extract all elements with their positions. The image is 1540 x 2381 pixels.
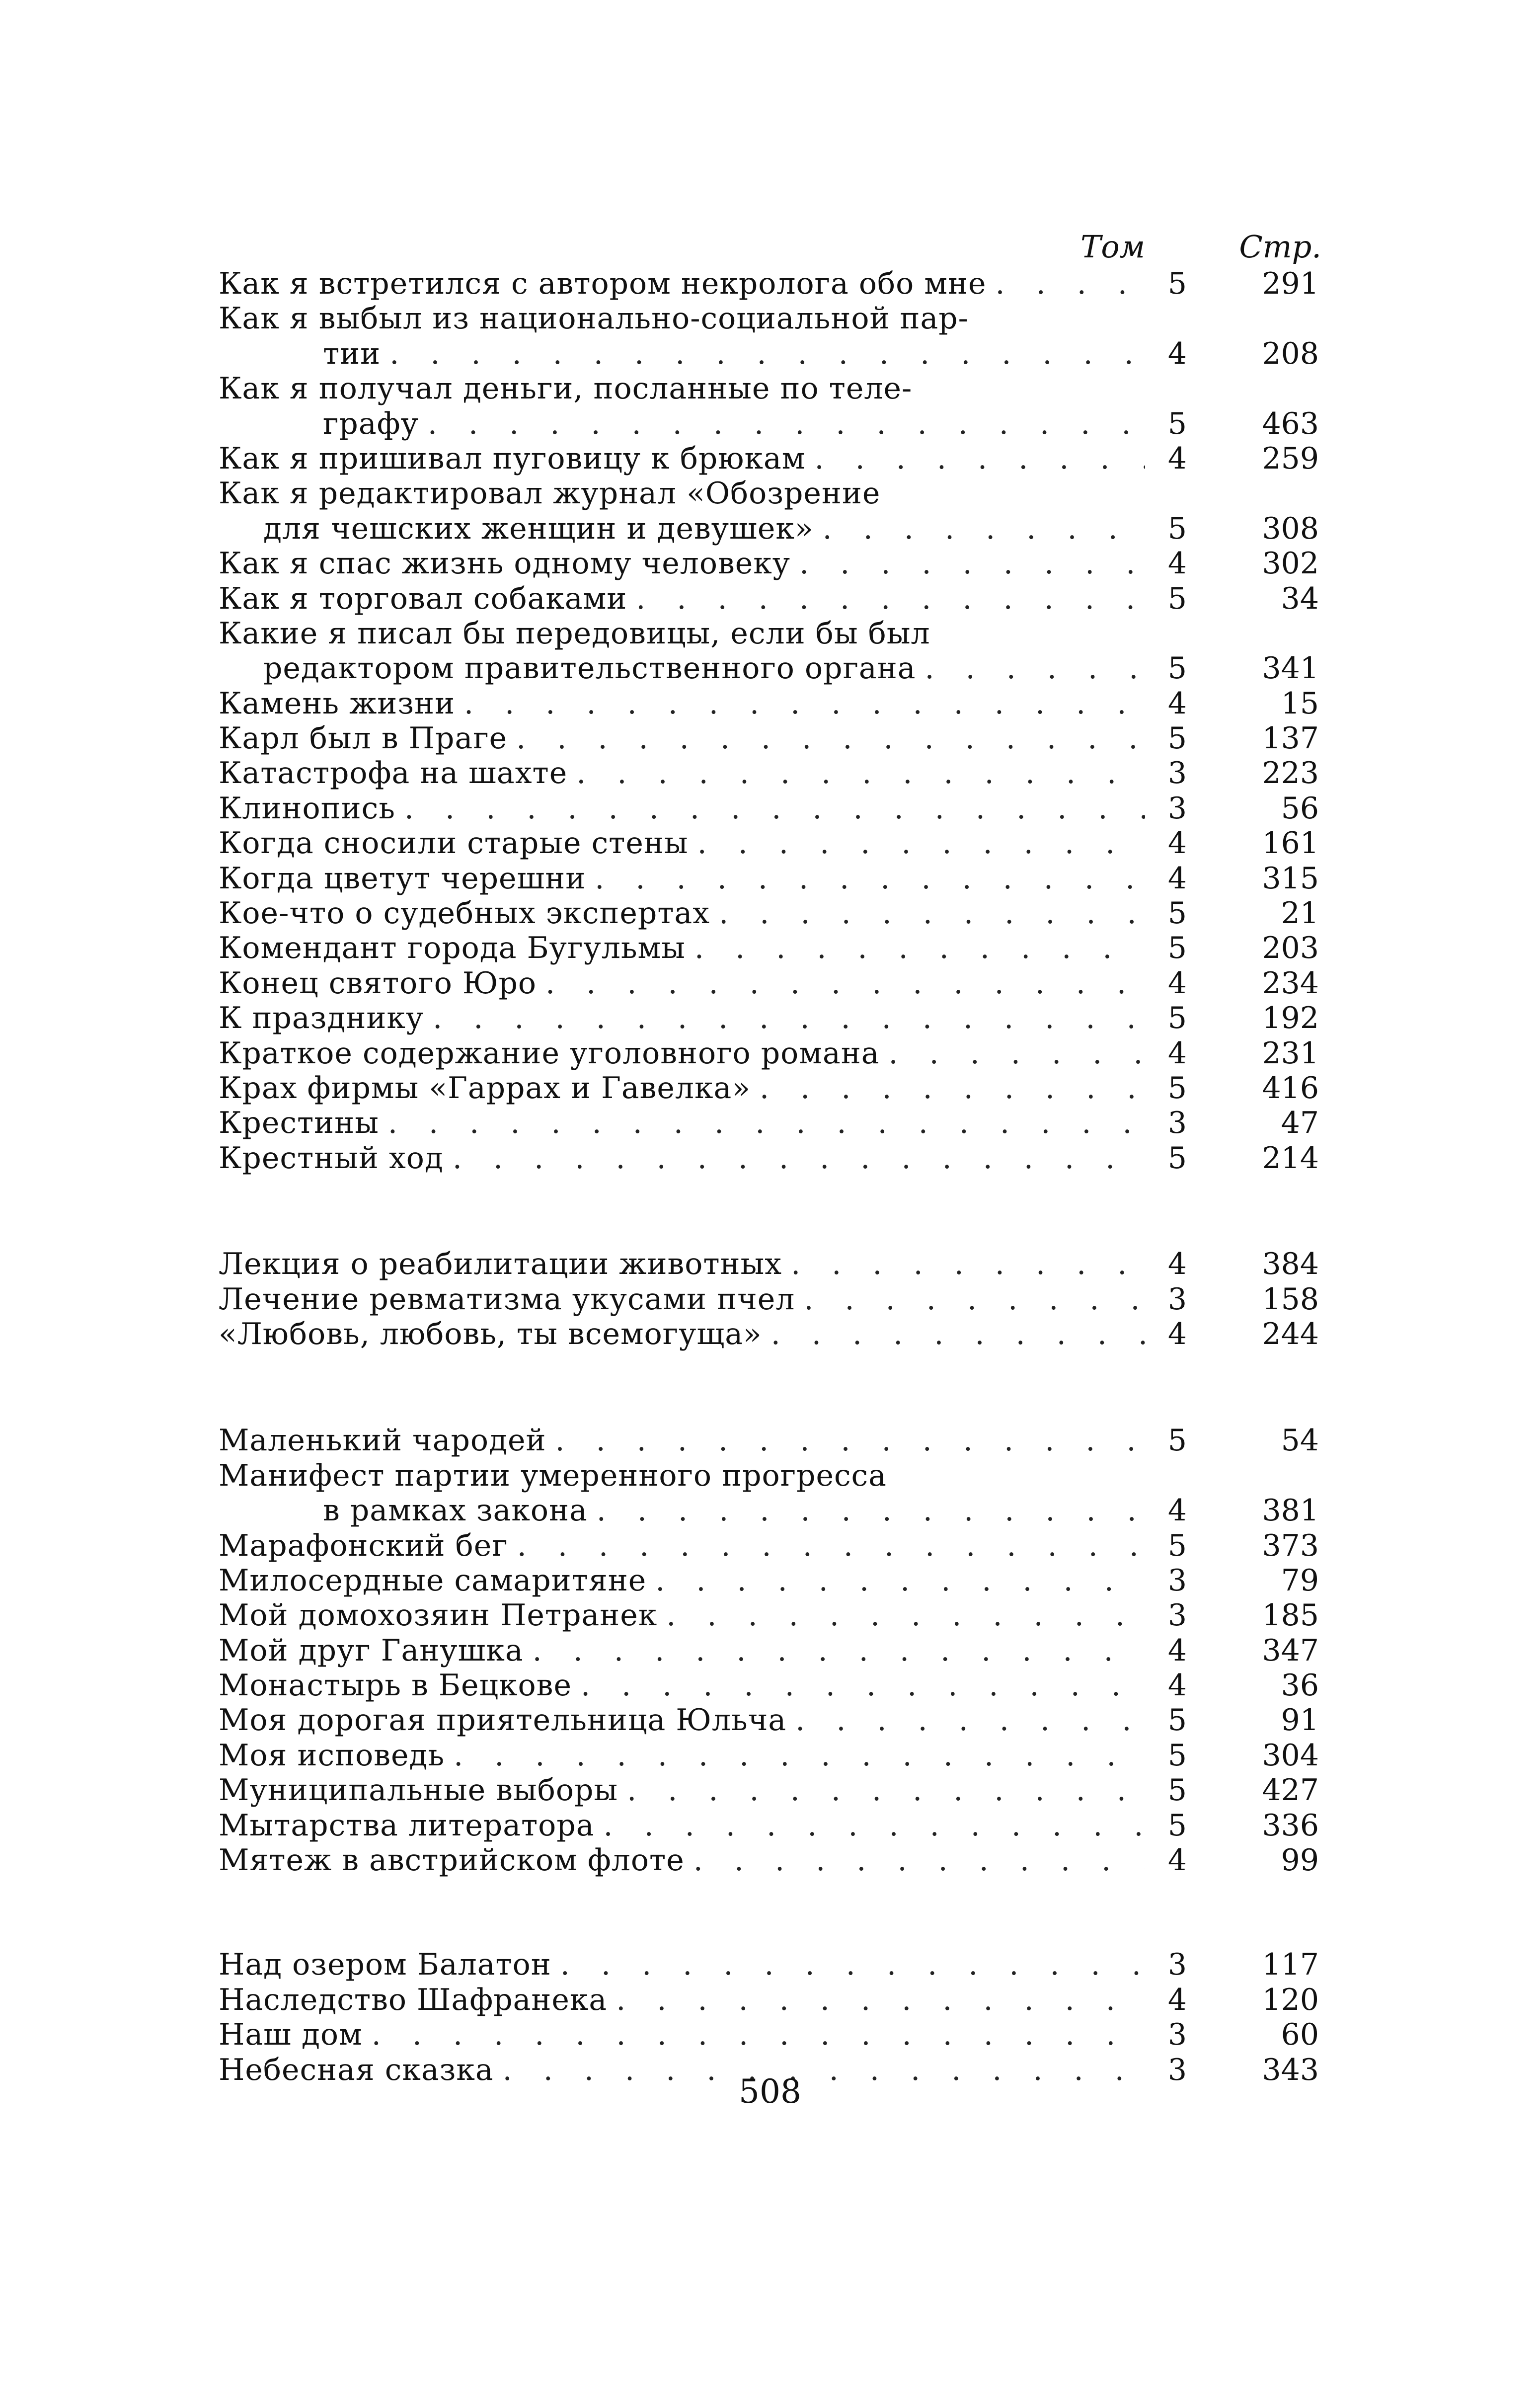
- entry-title-line: [219, 1703, 1319, 1738]
- entry-page: 381: [1262, 1493, 1319, 1528]
- entry-page: 185: [1262, 1598, 1319, 1633]
- dot-leader: [657, 1598, 1145, 1633]
- entry-title-line: [219, 756, 1319, 791]
- index-entry: [219, 1423, 1319, 1458]
- dot-leader: [786, 1703, 1145, 1738]
- entry-title: Мятеж в австрийском флоте: [219, 1843, 685, 1878]
- entry-title: Катастрофа на шахте: [219, 756, 568, 791]
- entry-continuation-line: [219, 406, 1319, 441]
- entry-page: 427: [1262, 1773, 1319, 1808]
- entry-volume: 3: [1167, 791, 1187, 826]
- entry-volume: 5: [1167, 1423, 1187, 1458]
- entry-page: 214: [1262, 1140, 1319, 1176]
- dot-leader: [419, 406, 1145, 441]
- entry-title: Лечение ревматизма укусами пчел: [219, 1281, 795, 1317]
- entry-title: Наследство Шафранека: [219, 1982, 608, 2017]
- entry-title: Как я спас жизнь одному человеку: [219, 546, 791, 581]
- entry-page: 15: [1281, 686, 1319, 721]
- entry-title: Лекция о реабилитации животных: [219, 1247, 782, 1282]
- entry-title-line: [219, 966, 1319, 1001]
- entry-volume: 4: [1167, 546, 1187, 581]
- index-entry: [219, 791, 1319, 826]
- entry-page: 54: [1281, 1423, 1319, 1458]
- index-entry: [219, 1947, 1319, 1982]
- dot-leader: [524, 1633, 1145, 1668]
- entry-title: Клинопись: [219, 791, 395, 826]
- entry-page: 161: [1262, 826, 1319, 861]
- entry-title: Крах фирмы «Гаррах и Гавелка»: [219, 1070, 751, 1106]
- dot-leader: [916, 651, 1145, 686]
- entry-title: Как я получал деньги, посланные по теле-: [219, 371, 913, 406]
- index-entry: [219, 546, 1319, 581]
- entry-title-line: [219, 1528, 1319, 1563]
- entry-volume: 5: [1167, 581, 1187, 616]
- index-section: [219, 1423, 1319, 1878]
- entry-title-line: [219, 2017, 1319, 2052]
- dot-leader: [689, 826, 1145, 861]
- index-entry: [219, 1001, 1319, 1035]
- index-entry: [219, 1598, 1319, 1633]
- index-entry: [219, 1528, 1319, 1563]
- entry-title: Небесная сказка: [219, 2052, 494, 2087]
- index-entry: [219, 1141, 1319, 1176]
- entry-title: Наш дом: [219, 2017, 363, 2053]
- dot-leader: [790, 546, 1145, 581]
- entry-volume: 5: [1167, 511, 1187, 546]
- entry-title: Моя исповедь: [219, 1738, 445, 1773]
- entry-page: 231: [1262, 1035, 1319, 1071]
- entry-page: 336: [1262, 1808, 1319, 1843]
- index-entry: [219, 1808, 1319, 1843]
- index-entry: [219, 966, 1319, 1001]
- entry-title-line: [219, 791, 1319, 826]
- dot-leader: [588, 1493, 1145, 1528]
- entry-page: 463: [1262, 406, 1319, 441]
- entry-volume: 4: [1167, 1316, 1187, 1351]
- dot-leader: [627, 581, 1145, 616]
- entry-title: тии: [323, 336, 381, 371]
- index-entry: [219, 616, 1319, 686]
- entry-page: 302: [1262, 546, 1319, 581]
- entry-title-line: [219, 1282, 1319, 1317]
- entry-volume: 4: [1167, 336, 1187, 371]
- dot-leader: [551, 1947, 1145, 1982]
- entry-title-line: [219, 861, 1319, 896]
- entry-title: Камень жизни: [219, 686, 456, 721]
- dot-leader: [444, 1141, 1145, 1176]
- entry-volume: 3: [1167, 1947, 1187, 1983]
- page-column-header: Стр.: [1239, 229, 1321, 265]
- entry-page: 203: [1262, 931, 1319, 966]
- entry-volume: 4: [1167, 1633, 1187, 1668]
- index-entry: [219, 1563, 1319, 1598]
- dot-leader: [762, 1317, 1145, 1351]
- entry-volume: 5: [1167, 896, 1187, 931]
- entry-title: для чешских женщин и девушек»: [263, 511, 814, 546]
- dot-leader: [395, 791, 1145, 826]
- entry-title: Марафонский бег: [219, 1528, 508, 1563]
- entry-volume: 3: [1167, 1563, 1187, 1598]
- volume-column-header: Том: [1080, 229, 1146, 265]
- entry-volume: 5: [1167, 1773, 1187, 1808]
- entry-page: 91: [1281, 1703, 1319, 1738]
- entry-title: Моя дорогая приятельница Юльча: [219, 1703, 787, 1738]
- section-gap: [219, 1878, 1319, 1947]
- entry-page: 384: [1262, 1247, 1319, 1282]
- index-entry: [219, 441, 1319, 476]
- entry-title: Как я пришивал пуговицу к брюкам: [219, 441, 806, 476]
- entry-volume: 3: [1167, 756, 1187, 791]
- entry-title: К празднику: [219, 1001, 424, 1036]
- index-entry: [219, 371, 1319, 441]
- dot-leader: [782, 1247, 1145, 1281]
- entry-page: 291: [1262, 266, 1319, 301]
- dot-leader: [546, 1423, 1145, 1458]
- dot-leader: [572, 1668, 1145, 1703]
- entry-volume: 4: [1167, 1035, 1187, 1071]
- entry-title: Над озером Балатон: [219, 1947, 551, 1983]
- entry-title-line: [219, 476, 1319, 511]
- entry-volume: 3: [1167, 1106, 1187, 1141]
- entry-page: 208: [1262, 336, 1319, 371]
- entry-continuation-line: [219, 336, 1319, 371]
- entry-title-line: [219, 371, 1319, 406]
- entry-volume: 5: [1167, 1140, 1187, 1176]
- index-entry: [219, 581, 1319, 616]
- dot-leader: [805, 441, 1145, 476]
- index-section: [219, 1947, 1319, 2087]
- entry-page: 259: [1262, 441, 1319, 476]
- entry-title: Мой друг Ганушка: [219, 1633, 524, 1668]
- dot-leader: [710, 896, 1145, 931]
- entry-volume: 5: [1167, 1738, 1187, 1773]
- dot-leader: [594, 1808, 1145, 1843]
- entry-title: графу: [323, 406, 419, 441]
- entry-title: Карл был в Праге: [219, 721, 508, 756]
- entry-volume: 4: [1167, 441, 1187, 476]
- entry-title: Крестины: [219, 1106, 379, 1141]
- entry-title-line: [219, 1983, 1319, 2017]
- index-entry: [219, 826, 1319, 861]
- dot-leader: [537, 966, 1145, 1001]
- entry-page: 21: [1281, 896, 1319, 931]
- dot-leader: [507, 721, 1145, 756]
- index-entry: [219, 896, 1319, 931]
- dot-leader: [445, 1738, 1145, 1773]
- entry-title-line: [219, 1317, 1319, 1351]
- dot-leader: [814, 511, 1145, 546]
- dot-leader: [455, 686, 1145, 721]
- entry-title-line: [219, 1843, 1319, 1878]
- entry-title: Мытарства литератора: [219, 1808, 595, 1843]
- entry-title: Какие я писал бы передовицы, если бы был: [219, 616, 930, 651]
- index-entry: [219, 1738, 1319, 1773]
- entry-title: Кое-что о судебных экспертах: [219, 896, 710, 931]
- entry-volume: 5: [1167, 406, 1187, 441]
- entry-title: «Любовь, любовь, ты всемогуща»: [219, 1316, 762, 1351]
- entry-title: в рамках закона: [323, 1493, 588, 1528]
- entry-title-line: [219, 546, 1319, 581]
- entry-title-line: [219, 1071, 1319, 1106]
- entry-continuation-line: [219, 511, 1319, 546]
- index-entry: [219, 1317, 1319, 1351]
- entry-title-line: [219, 826, 1319, 861]
- entry-title: Манифест партии умеренного прогресса: [219, 1458, 887, 1493]
- entry-volume: 4: [1167, 1668, 1187, 1703]
- entry-title-line: [219, 1947, 1319, 1982]
- dot-leader: [987, 266, 1146, 301]
- index-entry: [219, 1703, 1319, 1738]
- index-entry: [219, 301, 1319, 371]
- section-gap: [219, 1176, 1319, 1247]
- entry-volume: 4: [1167, 1247, 1187, 1282]
- index-section: [219, 1247, 1319, 1351]
- entry-title-line: [219, 1633, 1319, 1668]
- entry-title-line: [219, 616, 1319, 651]
- dot-leader: [567, 756, 1145, 791]
- entry-title-line: [219, 1563, 1319, 1598]
- index-entry: [219, 476, 1319, 546]
- index-entry: [219, 1633, 1319, 1668]
- dot-leader: [686, 931, 1145, 965]
- entry-title-line: [219, 1141, 1319, 1176]
- entry-page: 34: [1281, 581, 1319, 616]
- dot-leader: [508, 1528, 1145, 1563]
- entry-title: редактором правительственного органа: [263, 651, 916, 686]
- entry-page: 341: [1262, 651, 1319, 686]
- entry-page: 343: [1262, 2052, 1319, 2087]
- entry-title: Маленький чародей: [219, 1423, 546, 1458]
- entry-title-line: [219, 1423, 1319, 1458]
- index-entry: [219, 1071, 1319, 1106]
- entry-title-line: [219, 1001, 1319, 1035]
- entry-continuation-line: [219, 651, 1319, 686]
- index-entry: [219, 1668, 1319, 1703]
- entry-title: Муниципальные выборы: [219, 1773, 618, 1808]
- dot-leader: [363, 2017, 1145, 2052]
- index-entry: [219, 721, 1319, 756]
- entry-title: Когда цветут черешни: [219, 861, 586, 896]
- index-entry: [219, 756, 1319, 791]
- entry-page: 347: [1262, 1633, 1319, 1668]
- entry-page: 192: [1262, 1001, 1319, 1036]
- entry-volume: 5: [1167, 721, 1187, 756]
- entry-title-line: [219, 1458, 1319, 1493]
- entry-volume: 4: [1167, 1493, 1187, 1528]
- entry-title: Мой домохозяин Петранек: [219, 1598, 658, 1633]
- entry-volume: 4: [1167, 965, 1187, 1001]
- entry-page: 416: [1262, 1070, 1319, 1106]
- entry-title: Краткое содержание уголовного романа: [219, 1035, 880, 1071]
- entry-volume: 5: [1167, 1001, 1187, 1036]
- entry-title-line: [219, 1106, 1319, 1140]
- index-entry: [219, 1247, 1319, 1281]
- entry-volume: 5: [1167, 1703, 1187, 1738]
- dot-leader: [751, 1071, 1145, 1106]
- entry-page: 308: [1262, 511, 1319, 546]
- entry-title: Как я торговал собаками: [219, 581, 627, 616]
- entry-volume: 5: [1167, 1808, 1187, 1843]
- entry-page: 158: [1262, 1281, 1319, 1317]
- entry-volume: 5: [1167, 1070, 1187, 1106]
- entry-title: Конец святого Юро: [219, 965, 537, 1001]
- entry-title-line: [219, 1598, 1319, 1633]
- entry-volume: 4: [1167, 826, 1187, 861]
- entry-title-line: [219, 1738, 1319, 1773]
- dot-leader: [381, 336, 1145, 371]
- entry-title: Как я выбыл из национально-социальной пар-: [219, 301, 969, 336]
- entry-title: Когда сносили старые стены: [219, 826, 689, 861]
- entry-volume: 5: [1167, 1528, 1187, 1563]
- index-entry: [219, 686, 1319, 721]
- index-entry: [219, 931, 1319, 965]
- dot-leader: [879, 1036, 1145, 1071]
- entry-page: 223: [1262, 756, 1319, 791]
- index-entry: [219, 1983, 1319, 2017]
- dot-leader: [586, 861, 1145, 896]
- entry-volume: 5: [1167, 266, 1187, 301]
- entry-page: 117: [1262, 1947, 1319, 1983]
- entry-title-line: [219, 1247, 1319, 1281]
- entry-page: 60: [1281, 2017, 1319, 2053]
- entry-volume: 4: [1167, 861, 1187, 896]
- index-entry: [219, 1282, 1319, 1317]
- entry-page: 234: [1262, 965, 1319, 1001]
- entry-volume: 3: [1167, 2017, 1187, 2053]
- index-entry: [219, 1773, 1319, 1808]
- entry-title-line: [219, 441, 1319, 476]
- dot-leader: [607, 1983, 1145, 2017]
- entry-title-line: [219, 721, 1319, 756]
- entry-title-line: [219, 931, 1319, 965]
- dot-leader: [618, 1773, 1145, 1808]
- entry-page: 304: [1262, 1738, 1319, 1773]
- dot-leader: [379, 1106, 1145, 1140]
- section-gap: [219, 1351, 1319, 1423]
- page-number: 508: [739, 2072, 801, 2111]
- dot-leader: [424, 1001, 1145, 1035]
- entry-page: 47: [1281, 1106, 1319, 1141]
- entry-title: Монастырь в Бецкове: [219, 1668, 572, 1703]
- entry-page: 79: [1281, 1563, 1319, 1598]
- entry-volume: 4: [1167, 1982, 1187, 2017]
- entry-page: 137: [1262, 721, 1319, 756]
- entry-title-line: [219, 266, 1319, 301]
- dot-leader: [646, 1563, 1145, 1598]
- dot-leader: [685, 1843, 1145, 1878]
- entry-page: 315: [1262, 861, 1319, 896]
- entry-volume: 3: [1167, 1281, 1187, 1317]
- entry-title-line: [219, 896, 1319, 931]
- index-entry: [219, 1036, 1319, 1071]
- entry-page: 120: [1262, 1982, 1319, 2017]
- entry-volume: 5: [1167, 931, 1187, 966]
- index-entry: [219, 1843, 1319, 1878]
- index-entry: [219, 266, 1319, 301]
- index-entry: [219, 1106, 1319, 1140]
- entry-volume: 3: [1167, 2052, 1187, 2087]
- index-entry: [219, 861, 1319, 896]
- entry-title: Крестный ход: [219, 1140, 444, 1176]
- index-entry: [219, 2017, 1319, 2052]
- entry-title-line: [219, 1668, 1319, 1703]
- index-sections: [219, 266, 1319, 2087]
- entry-title: Комендант города Бугульмы: [219, 931, 686, 966]
- entry-title-line: [219, 1036, 1319, 1071]
- entry-title-line: [219, 581, 1319, 616]
- entry-page: 373: [1262, 1528, 1319, 1563]
- index-section: [219, 266, 1319, 1176]
- entry-title-line: [219, 1773, 1319, 1808]
- entry-title: Как я встретился с автором некролога обо мне: [219, 266, 987, 301]
- entry-volume: 4: [1167, 686, 1187, 721]
- entry-continuation-line: [219, 1493, 1319, 1528]
- entry-title: Милосердные самаритяне: [219, 1563, 647, 1598]
- entry-page: 244: [1262, 1316, 1319, 1351]
- entry-volume: 4: [1167, 1843, 1187, 1878]
- entry-page: 36: [1281, 1668, 1319, 1703]
- entry-volume: 5: [1167, 651, 1187, 686]
- dot-leader: [795, 1282, 1145, 1317]
- entry-title: Как я редактировал журнал «Обозрение: [219, 476, 881, 511]
- entry-page: 99: [1281, 1843, 1319, 1878]
- index-entry: [219, 1458, 1319, 1528]
- entry-title-line: [219, 301, 1319, 336]
- entry-volume: 3: [1167, 1598, 1187, 1633]
- entry-title-line: [219, 686, 1319, 721]
- entry-title-line: [219, 1808, 1319, 1843]
- entry-page: 56: [1281, 791, 1319, 826]
